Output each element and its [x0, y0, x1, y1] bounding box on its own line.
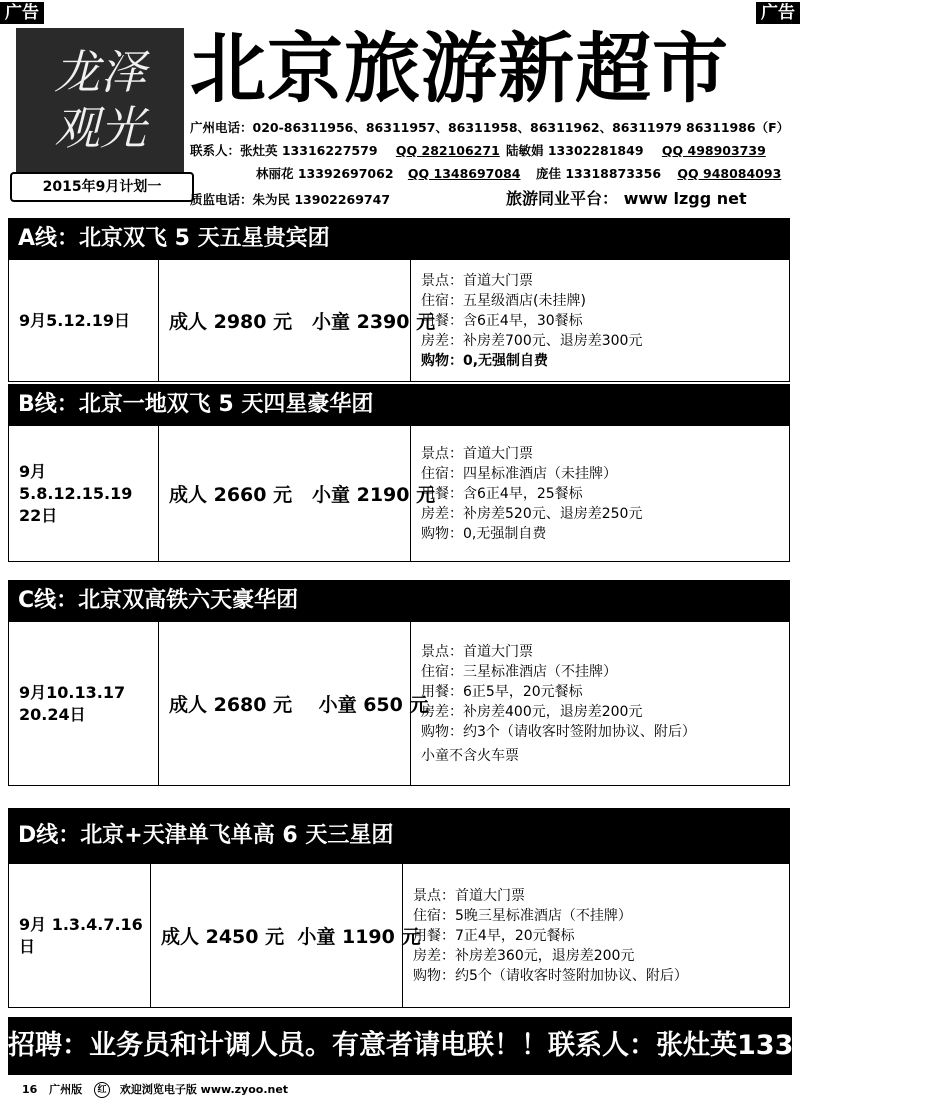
line-c-body — [8, 622, 790, 786]
line-b-detail-5: 购物：0,无强制自费 — [421, 525, 547, 542]
contact-qq-2[interactable]: QQ 1348697084 — [407, 166, 521, 181]
line-d-date-1: 9月 1.3.4.7.16 — [19, 914, 143, 934]
line-c-detail-1: 景点：首道大门票 — [421, 643, 533, 660]
brand-icon: 红 — [94, 1082, 110, 1098]
line-d-date-2: 日 — [19, 936, 36, 956]
line-a-detail-5: 购物：0,无强制自费 — [421, 352, 549, 369]
logo-line-1: 龙泽 — [54, 45, 146, 99]
line-d-header: D线：北京+天津单飞单高 6 天三星团 — [8, 808, 790, 864]
line-c-detail-2: 住宿：三星标准酒店（不挂牌） — [421, 663, 617, 680]
line-c-header: C线：北京双高铁六天豪华团 — [8, 580, 790, 622]
line-a-child-price: 小童 2390 元 — [311, 311, 436, 333]
logo-line-2: 观光 — [54, 101, 146, 155]
line-a-detail-2: 住宿：五星级酒店(未挂牌) — [421, 292, 586, 309]
line-c — [8, 580, 790, 786]
line-d-details — [403, 864, 789, 1007]
contact-row-1b — [506, 141, 766, 159]
footer-url[interactable]: 欢迎浏览电子版 www.zyoo.net — [119, 1083, 289, 1096]
line-a-date-1: 9月5.12.19日 — [19, 310, 130, 330]
line-d-detail-2: 住宿：5晚三星标准酒店（不挂牌） — [413, 907, 632, 924]
platform-url[interactable]: 旅游同业平台： www lzgg net — [506, 189, 747, 208]
line-a-details — [411, 260, 789, 381]
line-b-price — [159, 426, 436, 561]
ad-label-left: 广告 — [0, 2, 44, 24]
line-c-detail-5: 购物：约3个（请收客时签附加协议、附后） — [421, 723, 696, 740]
line-c-child-price: 小童 650 元 — [318, 694, 429, 716]
line-d-child-price: 小童 1190 元 — [297, 926, 421, 948]
recruitment-banner: 招聘：业务员和计调人员。有意者请电联！！联系人：张灶英13316227579 — [8, 1017, 792, 1075]
line-a-detail-3: 用餐：含6正4早，30餐标 — [421, 312, 583, 329]
page-number: 16 — [22, 1083, 38, 1096]
line-b-body — [8, 426, 790, 562]
page-title: 北京旅游新超市 — [190, 24, 729, 113]
line-c-date-2: 20.24日 — [19, 704, 86, 724]
line-b-header: B线：北京一地双飞 5 天四星豪华团 — [8, 384, 790, 426]
line-a-header: A线：北京双飞 5 天五星贵宾团 — [8, 218, 790, 260]
phone-line: 广州电话：020-86311956、86311957、86311958、86311962、86311979 86311986（F） — [190, 120, 790, 135]
contact-name-1: 联系人：张灶英 13316227579 — [190, 143, 378, 158]
line-b-date-1: 9月5.8.12.15.19 — [19, 461, 133, 503]
line-c-date-1: 9月10.13.17 — [19, 682, 126, 702]
contact-qq-1[interactable]: QQ 282106271 — [395, 143, 500, 158]
line-a-dates — [9, 260, 159, 381]
line-d-adult-price: 成人 2450 元 — [161, 926, 285, 948]
line-b-dates — [9, 426, 159, 561]
contact-name-2b: 庞佳 13318873356 — [536, 166, 662, 181]
line-a-detail-1: 景点：首道大门票 — [421, 272, 533, 289]
line-d-detail-3: 用餐：7正4早，20元餐标 — [413, 927, 575, 944]
contact-name-2: 林丽花 13392697062 — [256, 166, 394, 181]
line-b-detail-2: 住宿：四星标准酒店（未挂牌） — [421, 465, 617, 482]
contact-row-1 — [190, 141, 500, 159]
line-d-price — [151, 864, 421, 1007]
line-c-details — [411, 622, 789, 785]
line-c-dates — [9, 622, 159, 785]
line-a — [8, 218, 790, 382]
contact-row-2b — [536, 164, 781, 182]
line-b — [8, 384, 790, 562]
contact-row-2 — [256, 164, 520, 182]
edition-label: 广州版 — [49, 1083, 83, 1096]
line-d-detail-4: 房差：补房差360元，退房差200元 — [413, 947, 635, 964]
line-d-detail-5: 购物：约5个（请收客时签附加协议、附后） — [413, 967, 688, 984]
line-b-child-price: 小童 2190 元 — [311, 484, 436, 506]
line-b-details — [411, 426, 789, 561]
line-a-body — [8, 260, 790, 382]
logo — [16, 28, 184, 176]
line-b-detail-3: 用餐：含6正4早，25餐标 — [421, 485, 583, 502]
line-c-detail-6: 小童不含火车票 — [421, 747, 519, 764]
line-d — [8, 808, 790, 1008]
line-c-price — [159, 622, 429, 785]
line-c-detail-3: 用餐：6正5早，20元餐标 — [421, 683, 583, 700]
ad-label-right: 广告 — [756, 2, 800, 24]
contact-qq-1b[interactable]: QQ 498903739 — [661, 143, 766, 158]
line-b-detail-4: 房差：补房差520元、退房差250元 — [421, 505, 643, 522]
line-c-adult-price: 成人 2680 元 — [169, 694, 293, 716]
contact-name-1b: 陆敏娟 13302281849 — [506, 143, 644, 158]
line-b-adult-price: 成人 2660 元 — [169, 484, 293, 506]
header — [8, 20, 790, 208]
line-d-dates — [9, 864, 151, 1007]
plan-tag: 2015年9月计划一 — [10, 172, 194, 202]
footer — [0, 1080, 800, 1100]
line-d-body — [8, 864, 790, 1008]
supervision-phone: 质监电话：朱为民 13902269747 — [190, 192, 391, 207]
line-c-detail-4: 房差：补房差400元，退房差200元 — [421, 703, 643, 720]
line-a-adult-price: 成人 2980 元 — [169, 311, 293, 333]
line-a-detail-4: 房差：补房差700元、退房差300元 — [421, 332, 643, 349]
line-b-detail-1: 景点：首道大门票 — [421, 445, 533, 462]
line-d-detail-1: 景点：首道大门票 — [413, 887, 525, 904]
contact-qq-2b[interactable]: QQ 948084093 — [677, 166, 782, 181]
line-a-price — [159, 260, 436, 381]
line-b-date-2: 22日 — [19, 505, 58, 525]
